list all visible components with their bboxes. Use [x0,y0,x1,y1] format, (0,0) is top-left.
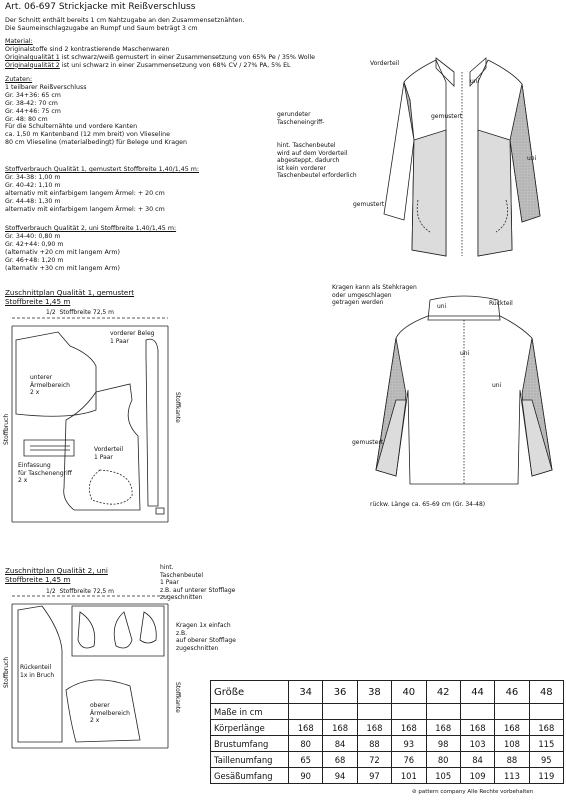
zutaten-line: Gr. 44+46: 75 cm [5,107,61,115]
table-cell: 168 [357,720,391,736]
table-cell: 95 [529,752,563,768]
table-cell: 97 [357,768,391,784]
row-label: Gesäßumfang [211,768,289,784]
row-label: Taillenumfang [211,752,289,768]
table-cell: 94 [323,768,357,784]
material-heading: Material: [5,38,33,45]
size-cell: 44 [460,681,494,704]
front-uni-side: uni [527,155,537,162]
size-cell: 38 [357,681,391,704]
fabric1-line: alternativ mit einfarbigem langem Ärmel: + 20 cm [5,189,165,197]
fabric1-heading: Stoffverbrauch Qualität 1, gemustert Stoffbreite 1,40/1,45 m: [5,166,200,173]
plan1-heading [5,288,134,306]
front-note-bag: hint. Taschenbeutel wird auf dem Vorderteil abgesteppt, dadurch ist kein vorderer Taschenbeutel erforderlich [277,142,357,179]
front-jacket-drawing [384,58,540,256]
back-collar-note: Kragen kann als Stehkragen oder umgeschlagen getragen werden [332,284,417,306]
front-gemustert-top: gemustert [431,113,463,120]
size-header-label: Größe [211,681,289,704]
plan1-half-width: 1/2 Stoffbreite 72,5 m [46,309,115,316]
fabric2-line: Gr. 42+44: 0,90 m [5,240,64,248]
table-cell: 168 [426,720,460,736]
plan1-aermel-label: unterer Ärmelbereich 2 x [30,374,70,396]
plan1-title: Zuschnittplan Qualität 1, gemustert [5,288,135,297]
table-cell: 168 [529,720,563,736]
size-cell: 48 [529,681,563,704]
front-gemustert-bottom: gemustert [353,201,385,208]
size-cell: 46 [495,681,529,704]
table-row [211,752,564,768]
zutaten-line: Für die Schulternähte und vordere Kanten [5,123,138,131]
plan2-kragen-label: Kragen 1x einfach z.B. auf oberer Stofflage zugeschnitten [176,622,236,652]
zutaten-line: 1 teilbarer Reißverschluss [5,83,87,91]
plan1-beleg-label: vorderer Beleg 1 Paar [110,330,155,345]
fabric1-line: Gr. 34-38: 1,00 m [5,173,61,181]
table-cell: 115 [529,736,563,752]
table-cell: 93 [392,736,426,752]
back-uni-side: uni [492,382,502,389]
zutaten-line: Gr. 38-42: 70 cm [5,99,58,107]
zutaten-line: Gr. 48: 80 cm [5,115,48,123]
table-cell: 168 [323,720,357,736]
zutaten-heading: Zutaten: [5,76,33,83]
intro-line: Der Schnitt enthält bereits 1 cm Nahtzugabe an den Zusammensetznähten. [5,17,245,24]
size-cell: 40 [392,681,426,704]
fabric1-line: Gr. 44-48: 1,30 m [5,197,61,205]
plan2-heading [5,566,108,584]
table-cell: 65 [289,752,323,768]
plan1-width: Stoffbreite 1,45 m [5,297,71,306]
table-cell: 90 [289,768,323,784]
table-cell: 68 [323,752,357,768]
table-cell: 168 [495,720,529,736]
front-note-pocket: gerundeter Tascheneingriff- [277,111,325,126]
table-cell: 108 [495,736,529,752]
page-title: Art. 06-697 Strickjacke mit Reißverschluss [5,2,196,12]
table-cell: 80 [426,752,460,768]
table-cell: 168 [392,720,426,736]
table-cell: 76 [392,752,426,768]
plan1-vorderteil-label: Vorderteil 1 Paar [94,446,124,461]
row-label: Brustumfang [211,736,289,752]
size-cell: 42 [426,681,460,704]
fabric2-line: Gr. 34-40: 0,80 m [5,232,61,240]
fabric2-line: (alternativ +20 cm mit langem Arm) [5,248,120,256]
table-cell: 109 [460,768,494,784]
plan1-fold-label: Stoffbruch [3,413,10,445]
table-cell: 88 [357,736,391,752]
size-subheader: Maße in cm [211,704,289,720]
fabric2-heading: Stoffverbrauch Qualität 2, uni Stoffbreite 1,40/1,45 m: [5,225,177,232]
table-cell: 168 [460,720,494,736]
table-cell: 84 [323,736,357,752]
back-gemustert: gemustert [352,439,384,446]
size-subheader-row [211,704,564,720]
zutaten-line: Gr. 34+36: 65 cm [5,91,61,99]
q1-label: Originalqualität 1 [5,53,60,61]
q1-text: ist schwarz/weiß gemustert in einer Zusammensetzung von 65% Pe / 35% Wolle [59,53,316,61]
table-cell: 101 [392,768,426,784]
plan2-taschenbeutel-label: hint. Taschenbeutel 1 Paar z.B. auf unterer Stofflage zugeschnitten [160,564,236,601]
plan2-half-width: 1/2 Stoffbreite 72,5 m [46,588,115,595]
front-uni-top: uni [470,78,480,85]
fabric2-line: Gr. 46+48: 1,20 m [5,256,64,264]
size-header-row [211,681,564,704]
table-cell: 105 [426,768,460,784]
table-row [211,720,564,736]
copyright: ⊘ pattern company Alle Rechte vorbehalten [412,789,534,795]
table-cell: 113 [495,768,529,784]
table-cell: 88 [495,752,529,768]
q2-text: ist uni schwarz in einer Zusammensetzung von 68% CV / 27% PA, 5% EL [59,61,291,69]
size-cell: 36 [323,681,357,704]
zutaten-line: 80 cm Vlieseline (materialbedingt) für Belege und Kragen [5,139,187,147]
front-title: Vorderteil [370,60,400,67]
plan2-selvage-label: Stoffkante [174,682,181,713]
plan1-selvage-label: Stoffkante [174,392,181,423]
table-row [211,768,564,784]
fabric1-line: Gr. 40-42: 1,10 m [5,181,61,189]
size-table [210,680,564,784]
table-cell: 168 [289,720,323,736]
table-cell: 98 [426,736,460,752]
material-line: Originalstoffe sind 2 kontrastierende Maschenwaren [5,45,170,53]
table-cell: 72 [357,752,391,768]
row-label: Körperlänge [211,720,289,736]
plan2-aermel-label: oberer Ärmelbereich 2 x [90,702,130,724]
plan2-title: Zuschnittplan Qualität 2, uni [5,566,108,575]
table-cell: 119 [529,768,563,784]
back-uni-center: uni [460,350,470,357]
back-length-note: rückw. Länge ca. 65-69 cm (Gr. 34-48) [370,501,486,508]
fabric1-line: alternativ mit einfarbigem langem Ärmel: + 30 cm [5,205,165,213]
zutaten-line: ca. 1,50 m Kantenband (12 mm breit) von Vlieseline [5,131,171,139]
table-cell: 84 [460,752,494,768]
plan2-width: Stoffbreite 1,45 m [5,575,71,584]
intro-line: Die Saumeinschlagzugabe an Rumpf und Saum beträgt 3 cm [5,24,198,32]
back-uni-collar: uni [437,303,447,310]
size-cell: 34 [289,681,323,704]
plan1-einfassung-label: Einfassung für Taschenengriff 2 x [18,462,72,484]
q2-label: Originalqualität 2 [5,61,60,69]
plan2-fold-label: Stoffbruch [3,656,10,688]
fabric2-line: (alternativ +30 cm mit langem Arm) [5,264,120,272]
plan2-rueckenteil-label: Rückenteil 1x in Bruch [20,664,55,679]
table-cell: 80 [289,736,323,752]
back-title: Rückteil [489,300,513,307]
back-jacket-drawing [376,296,552,484]
table-row [211,736,564,752]
table-cell: 103 [460,736,494,752]
plan1-frame [12,318,168,522]
